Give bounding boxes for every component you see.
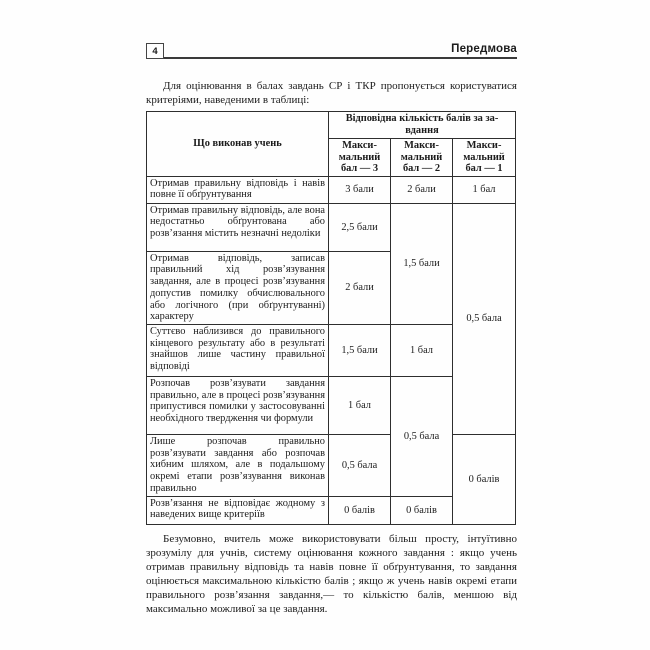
page-number: 4 [152, 45, 158, 57]
criteria-table [146, 111, 516, 525]
table-row [147, 176, 516, 203]
criteria-cell: Отримав відповідь, записав правильний хід розв’язування завдання, але в процесі розв’язування допустив помилку обчислювального або логічного (при обґрунтуванні) характеру [147, 251, 329, 324]
sub-header-max1: Максимальний бал — 1 [453, 139, 516, 177]
score-cell: 1 бал [329, 377, 391, 435]
closing-paragraph: Безумовно, вчитель може використовувати більш просту, інтуїтивно зрозумілу для учнів, систему оцінювання кожного завдання : якщо учень отримав правильну відповідь та навів повне її обґрунтування, то завдання оцінюється максимальною кількістю балів ; якщо ж учень навів окремі етапи правильного розв’язання завдання,— то кількістю балів, меншою від максимально можливої за це завдання. [146, 532, 517, 615]
score-cell: 1 бал [453, 176, 516, 203]
score-cell: 0,5 бала [329, 435, 391, 497]
score-cell: 1 бал [391, 325, 453, 377]
page-content [146, 40, 517, 616]
criteria-cell: Суттєво наблизився до правильного кінцевого результату або в результаті знайшов лише частину правильної відповіді [147, 325, 329, 377]
intro-paragraph: Для оцінювання в балах завдань СР і ТКР пропонується користуватися критеріями, наведеними в таблиці: [146, 80, 517, 106]
score-cell-merged: 1,5 бали [391, 203, 453, 324]
score-cell: 3 бали [329, 176, 391, 203]
criteria-cell: Отримав правильну відповідь, але вона недостатньо обґрунтована або розв’язання містить незначні недоліки [147, 203, 329, 251]
sub-header-max2: Максимальний бал — 2 [391, 139, 453, 177]
score-cell: 0 балів [329, 496, 391, 524]
score-cell: 1,5 бали [329, 325, 391, 377]
score-cell-merged: 0,5 бала [391, 377, 453, 497]
corner-header-cell: Що виконав учень [147, 112, 329, 177]
score-cell: 0 балів [391, 496, 453, 524]
score-cell: 2,5 бали [329, 203, 391, 251]
table-row [147, 203, 516, 251]
criteria-cell: Розпочав розв’язувати завдання правильно, але в процесі розв’язування припустився помилки у застосовуванні необхідного твердження чи формули [147, 377, 329, 435]
score-cell-merged: 0,5 бала [453, 203, 516, 434]
sub-header-max3: Максимальний бал — 3 [329, 139, 391, 177]
group-header-cell: Відповідна кількість балів за завдання [329, 112, 516, 139]
score-cell-merged: 0 балів [453, 435, 516, 525]
score-cell: 2 бали [329, 251, 391, 324]
score-cell: 2 бали [391, 176, 453, 203]
table-header-row-group [147, 112, 516, 139]
page-header-title: Передмова [451, 43, 517, 55]
table-row [147, 435, 516, 497]
running-head [146, 40, 517, 59]
criteria-cell: Отримав правильну відповідь і навів повне її обґрунтування [147, 176, 329, 203]
criteria-cell: Розв’язання не відповідає жодному з наведених вище критеріїв [147, 496, 329, 524]
criteria-cell: Лише розпочав правильно розв’язувати завдання або розпочав хибним шляхом, але в подальшому окремі етапи розв’язування виконав правильно [147, 435, 329, 497]
page-number-box [146, 43, 164, 59]
